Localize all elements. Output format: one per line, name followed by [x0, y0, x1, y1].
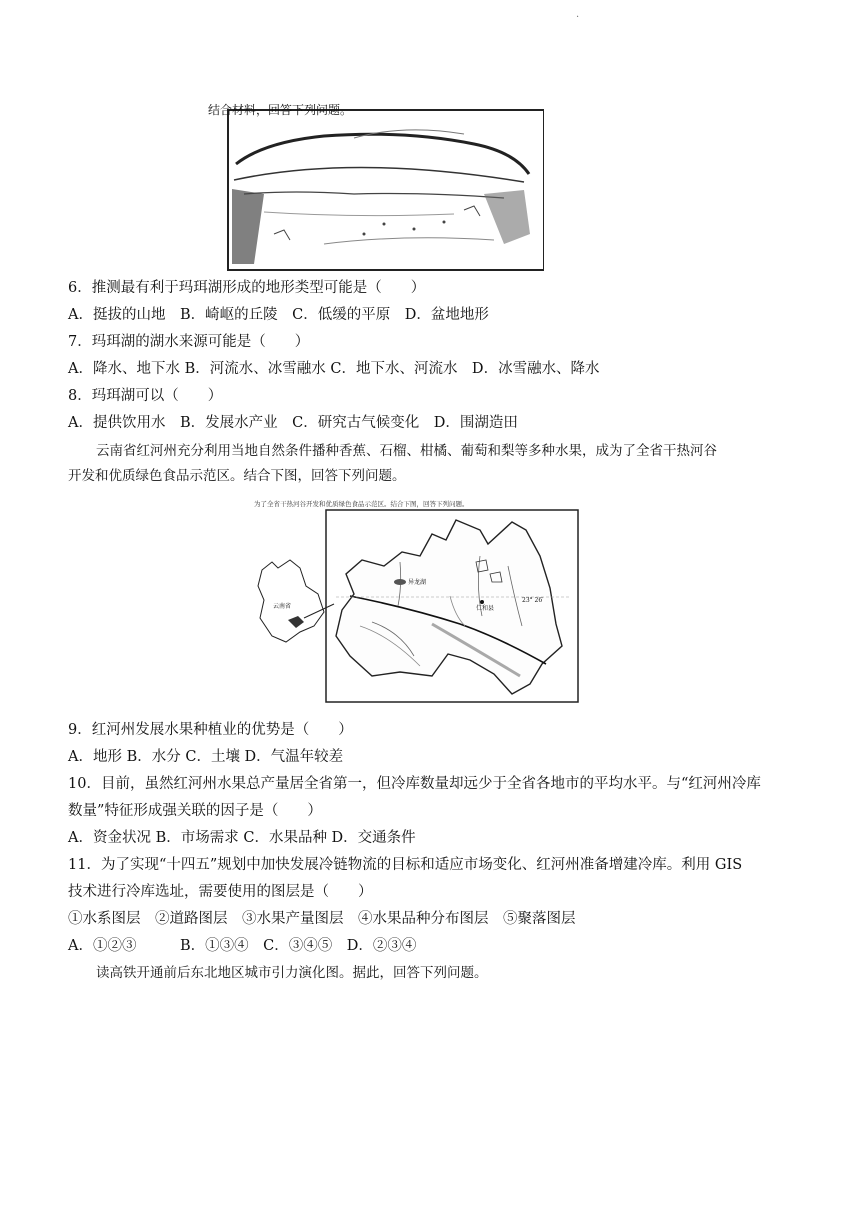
q10-options: A．资金状况 B．市场需求 C．水果品种 D．交通条件 — [68, 830, 416, 846]
city-label: 仁和县 — [476, 605, 495, 612]
passage3: 读高铁开通前后东北地区城市引力演化图。据此，回答下列问题。 — [96, 965, 488, 981]
lake-label: 异龙湖 — [408, 579, 427, 586]
honghe-map — [250, 496, 590, 706]
q11-options: A．①②③ B．①③④ C．③④⑤ D．②③④ — [68, 938, 417, 954]
passage2-line2: 开发和优质绿色食品示范区。结合下图，回答下列问题。 — [68, 468, 406, 484]
q9-stem: 9．红河州发展水果种植业的优势是（ ） — [68, 722, 353, 738]
header-mark: · — [576, 12, 580, 23]
q7-stem: 7．玛珥湖的湖水来源可能是（ ） — [68, 334, 310, 350]
q11-line1: 11．为了实现“十四五”规划中加快发展冷链物流的目标和适应市场变化、红河州准备增建冷库。利用 GIS — [68, 857, 743, 873]
q10-line1: 10．目前，虽然红河州水果总产量居全省第一，但冷库数量却远少于全省各地市的平均水平。与“红河州冷库 — [68, 776, 761, 792]
coord-label: 23° 26′ — [522, 597, 544, 604]
figure2-caption: 为了全省干热河谷开发和优质绿色食品示范区。结合下图，回答下列问题。 — [254, 500, 469, 508]
q9-options: A．地形 B．水分 C．土壤 D．气温年较差 — [68, 749, 344, 765]
q6-options: A．挺拔的山地 B．崎岖的丘陵 C．低缓的平原 D．盆地地形 — [68, 307, 489, 323]
q7-options: A．降水、地下水 B．河流水、冰雪融水 C．地下水、河流水 D．冰雪融水、降水 — [68, 361, 600, 377]
yunnan-inset-outline — [258, 560, 324, 642]
inset-label: 云南省 — [273, 603, 292, 610]
q8-options: A．提供饮用水 B．发展水产业 C．研究古气候变化 D．围湖造田 — [68, 415, 518, 431]
maar-lake-photo — [204, 94, 544, 272]
figure1-caption: 结合材料，回答下列问题。 — [208, 103, 353, 117]
q11-line2: 技术进行冷库选址，需要使用的图层是（ ） — [68, 884, 373, 900]
q6-stem: 6．推测最有利于玛珥湖形成的地形类型可能是（ ） — [68, 280, 426, 296]
maar-lake-figure — [204, 94, 544, 272]
q8-stem: 8．玛珥湖可以（ ） — [68, 388, 223, 404]
honghe-map-figure — [250, 496, 590, 706]
q11-layers: ①水系图层 ②道路图层 ③水果产量图层 ④水果品种分布图层 ⑤聚落图层 — [68, 911, 576, 927]
q10-line2: 数量”特征形成强关联的因子是（ ） — [68, 803, 322, 819]
passage2-line1: 云南省红河州充分利用当地自然条件播种香蕉、石榴、柑橘、葡萄和梨等多种水果，成为了全省干热河谷 — [96, 443, 717, 459]
